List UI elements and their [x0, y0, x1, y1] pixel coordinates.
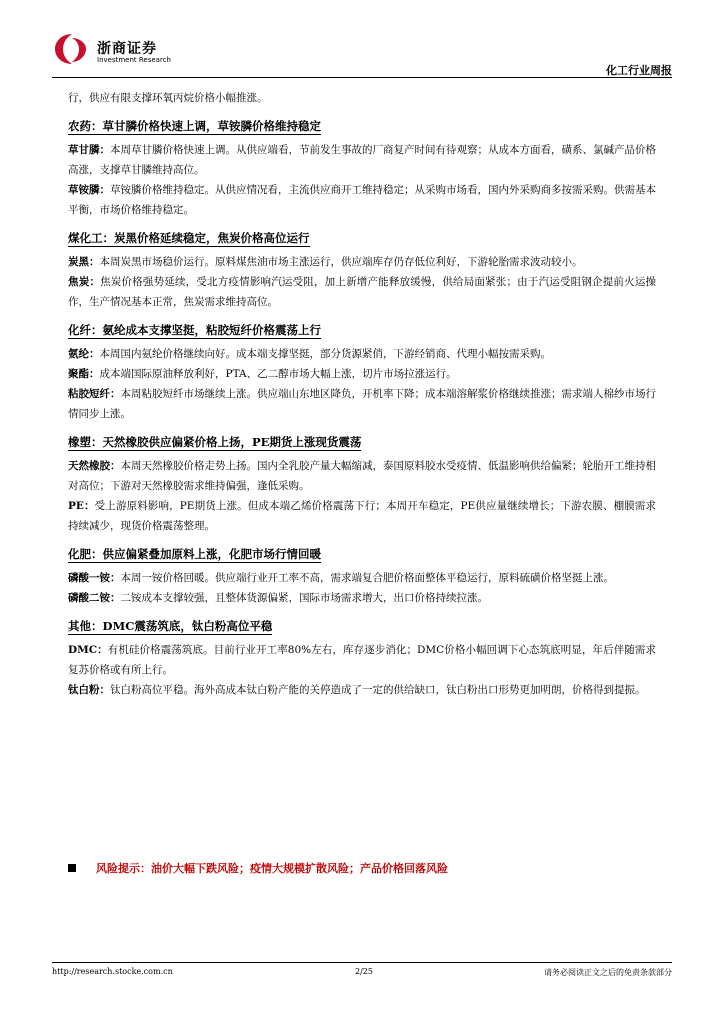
- paragraph: [68, 640, 656, 680]
- section: [68, 116, 656, 220]
- paragraph: [68, 344, 656, 364]
- paragraph-text: 焦炭价格强势延续，受北方疫情影响汽运受阻，加上新增产能释放缓慢，供给局面紧张；由于汽运受阻钢企提前火运操作，生产情况基本正常，焦炭需求维持高位。: [68, 276, 657, 308]
- paragraph-text: 本周粘胶短纤市场继续上涨。供应端山东地区降负，开机率下降；成本端溶解浆价格继续推涨；需求端人棉纱市场行情同步上涨。: [68, 388, 656, 420]
- sections-container: [68, 116, 656, 700]
- paragraph-text: 有机硅价格震荡筑底。目前行业开工率80%左右，库存逐步消化；DMC价格小幅回调下心态筑底明显，年后伴随需求复苏价格或有所上行。: [68, 644, 656, 676]
- paragraph-term: 草铵膦：: [68, 184, 110, 196]
- page-number: 2/25: [355, 967, 373, 976]
- section-title-text: 农药：草甘膦价格快速上调，草铵膦价格维持稳定: [68, 119, 321, 133]
- section-title-text: 煤化工：炭黑价格延续稳定，焦炭价格高位运行: [68, 231, 310, 245]
- paragraph-term: 钛白粉：: [68, 684, 110, 696]
- square-bullet-icon: [68, 864, 76, 872]
- paragraph: [68, 588, 656, 608]
- section: [68, 228, 656, 312]
- paragraph: [68, 496, 656, 536]
- paragraph-text: 受上游原料影响，PE期货上涨。但成本端乙烯价格震荡下行；本周开车稳定，PE供应量继续增长；下游农膜、棚膜需求持续减少，现货价格震荡整理。: [68, 500, 656, 532]
- footer-divider: [52, 962, 672, 963]
- brand-name: 浙商证券: [97, 41, 157, 57]
- paragraph-term: 聚酯：: [68, 368, 100, 380]
- paragraph-term: 氨纶：: [68, 348, 100, 360]
- paragraph-term: PE：: [68, 500, 95, 512]
- paragraph-term: 草甘膦：: [68, 144, 110, 156]
- paragraph-term: 粘胶短纤：: [68, 388, 121, 400]
- paragraph-text: 二铵成本支撑较强，且整体货源偏紧，国际市场需求增大，出口价格持续拉涨。: [120, 592, 488, 604]
- section-title: [68, 432, 656, 452]
- section: [68, 432, 656, 536]
- paragraph-term: 天然橡胶：: [68, 460, 121, 472]
- header-divider: [52, 77, 672, 78]
- paragraph-text: 本周一铵价格回暖。供应端行业开工率不高，需求端复合肥价格面整体平稳运行，原料硫磺价格坚挺上涨。: [120, 572, 614, 584]
- page-header: [0, 0, 724, 80]
- section-title-text: 其他：DMC震荡筑底，钛白粉高位平稳: [68, 619, 273, 633]
- paragraph: [68, 272, 656, 312]
- risk-text: 风险提示：油价大幅下跌风险；疫情大规模扩散风险；产品价格回落风险: [96, 862, 448, 875]
- paragraph-text: 草铵膦价格维持稳定。从供应情况看，主流供应商开工维持稳定；从采购市场看，国内外采购商多按需采购。供需基本平衡，市场价格维持稳定。: [68, 184, 656, 216]
- paragraph-term: 炭黑：: [68, 256, 100, 268]
- paragraph-text: 本周国内氨纶价格继续向好。成本端支撑坚挺，部分货源紧俏，下游经销商、代理小幅按需采购。: [99, 348, 551, 360]
- paragraph: [68, 180, 656, 220]
- risk-warning: [68, 858, 498, 880]
- section-title: [68, 616, 656, 636]
- brand-subtitle: Investment Research: [97, 56, 171, 64]
- paragraph: [68, 680, 656, 700]
- section-title: [68, 320, 656, 340]
- paragraph: [68, 252, 656, 272]
- paragraph: [68, 456, 656, 496]
- paragraph-text: 本周天然橡胶价格走势上扬。国内全乳胶产量大幅缩减，泰国原料胶水受疫情、低温影响供给偏紧；轮胎开工维持相对高位；下游对天然橡胶需求维持偏强，逢低采购。: [68, 460, 656, 492]
- footer-url[interactable]: http://research.stocke.com.cn: [52, 967, 173, 976]
- main-content: [68, 88, 656, 700]
- paragraph-text: 本周草甘膦价格快速上调。从供应端看，节前发生事故的厂商复产时间有待观察；从成本方面看，磺系、氯碱产品价格高涨，支撑草甘膦维持高位。: [68, 144, 656, 176]
- section-title-text: 橡塑：天然橡胶供应偏紧价格上扬，PE期货上涨现货震荡: [68, 435, 362, 449]
- paragraph: [68, 384, 656, 424]
- paragraph: [68, 364, 656, 384]
- paragraph-term: 磷酸二铵：: [68, 592, 121, 604]
- section: [68, 544, 656, 608]
- report-type: 化工行业周报: [606, 64, 672, 77]
- paragraph-text: 本周炭黑市场稳价运行。原料煤焦油市场主涨运行，供应端库存仍存低位利好，下游轮胎需求波动较小。: [99, 256, 583, 268]
- section-title: [68, 116, 656, 136]
- section-title-text: 化纤：氨纶成本支撑坚挺，粘胶短纤价格震荡上行: [68, 323, 321, 337]
- paragraph-term: 焦炭：: [68, 276, 101, 288]
- section-title: [68, 228, 656, 248]
- zheshang-logo-icon: [52, 32, 92, 66]
- continuation-text: 行，供应有限支撑环氧丙烷价格小幅推涨。: [68, 92, 268, 104]
- section: [68, 616, 656, 700]
- section: [68, 320, 656, 424]
- section-title-text: 化肥：供应偏紧叠加原料上涨，化肥市场行情回暖: [68, 547, 321, 561]
- paragraph: [68, 140, 656, 180]
- paragraph: [68, 568, 656, 588]
- paragraph-term: 磷酸一铵：: [68, 572, 121, 584]
- paragraph-text: 成本端国际原油释放利好，PTA、乙二醇市场大幅上涨，切片市场拉涨运行。: [99, 368, 457, 380]
- section-title: [68, 544, 656, 564]
- paragraph-term: DMC：: [68, 644, 108, 656]
- paragraph-text: 钛白粉高位平稳。海外高成本钛白粉产能的关停造成了一定的供给缺口，钛白粉出口形势更加明朗，价格得到提振。: [110, 684, 646, 696]
- footer-disclaimer: 请务必阅读正文之后的免责条款部分: [544, 968, 672, 977]
